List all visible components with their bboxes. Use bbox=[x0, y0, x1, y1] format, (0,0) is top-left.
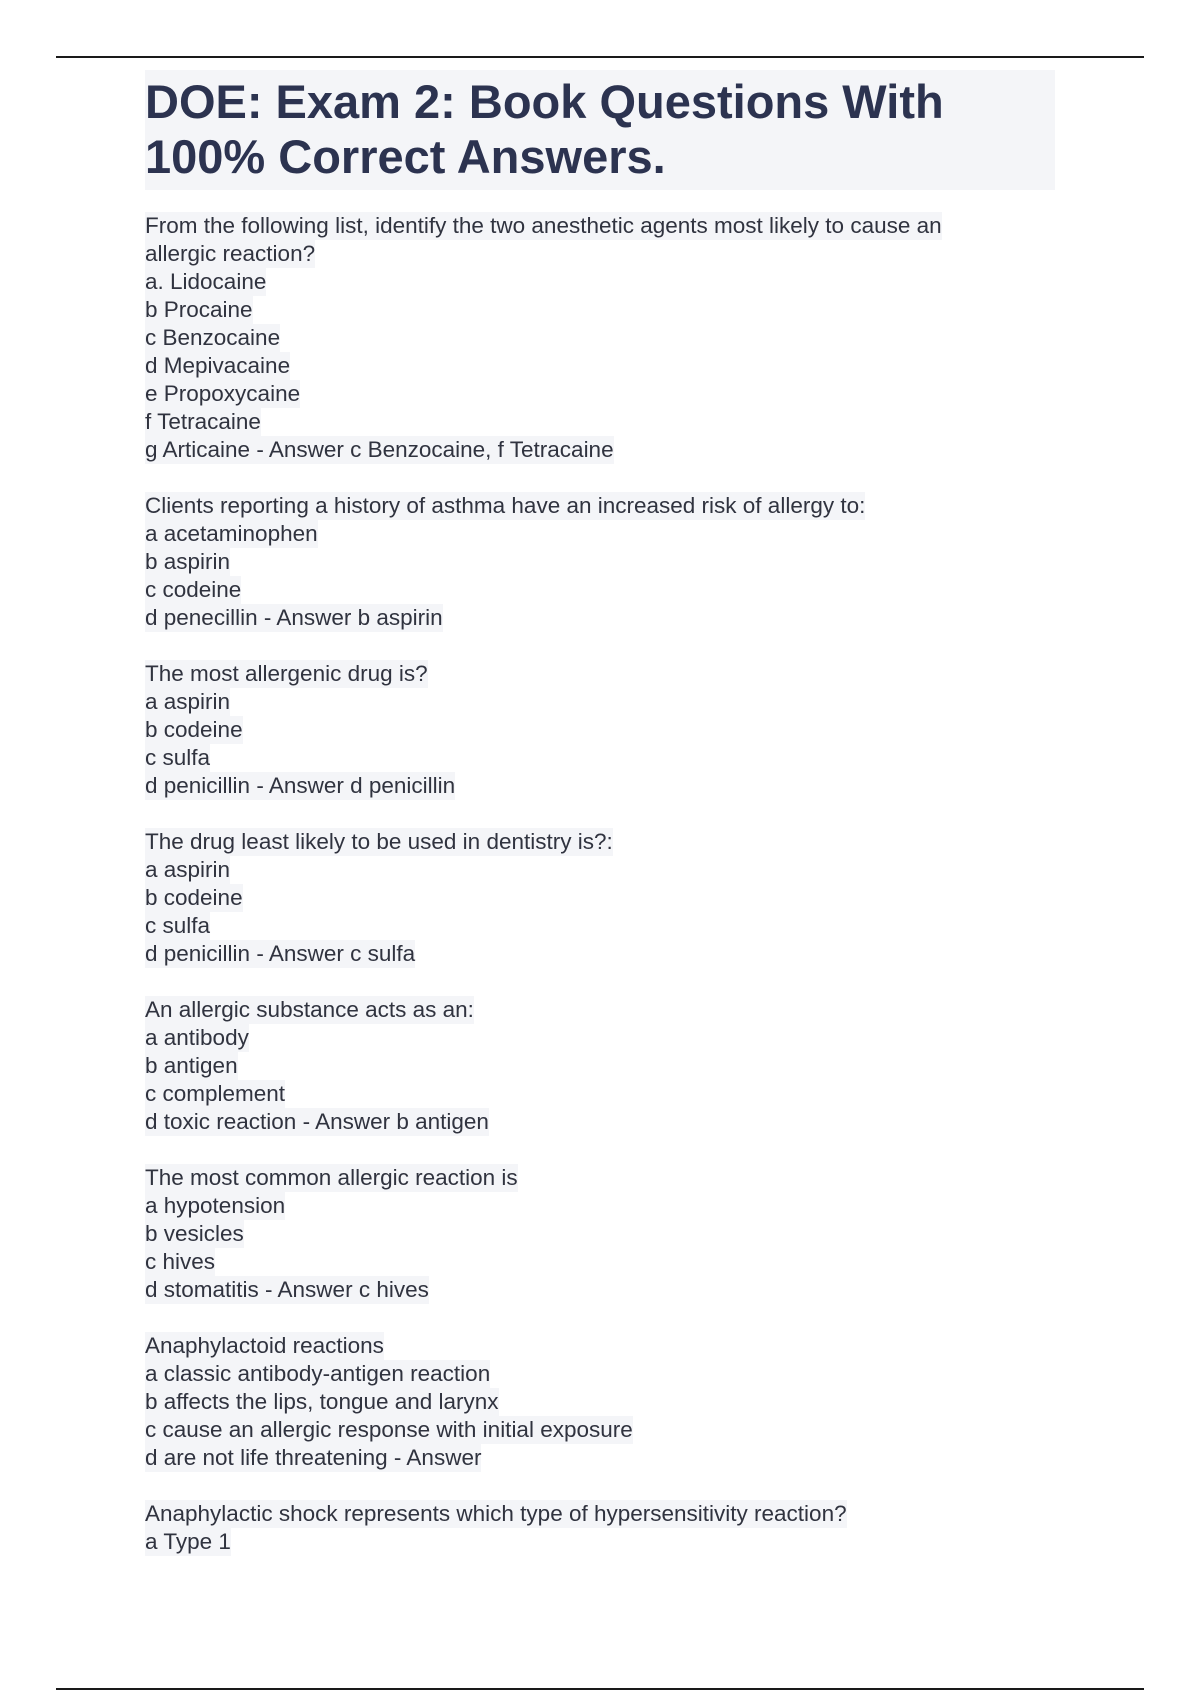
title-line-2: 100% Correct Answers. bbox=[145, 130, 666, 183]
answer-option: c cause an allergic response with initial exposure bbox=[145, 1417, 633, 1442]
document-page bbox=[145, 70, 1055, 1584]
question-block bbox=[145, 996, 1055, 1136]
answer-option: d stomatitis - Answer c hives bbox=[145, 1277, 429, 1302]
answer-option: b vesicles bbox=[145, 1221, 244, 1246]
answer-option: c hives bbox=[145, 1249, 216, 1274]
answer-option: c sulfa bbox=[145, 913, 211, 938]
top-rule bbox=[56, 56, 1144, 58]
answer-option: b antigen bbox=[145, 1053, 238, 1078]
question-text: An allergic substance acts as an: bbox=[145, 997, 474, 1022]
answer-option: d toxic reaction - Answer b antigen bbox=[145, 1109, 489, 1134]
title-block bbox=[145, 70, 1055, 190]
answer-option: d penicillin - Answer d penicillin bbox=[145, 773, 456, 798]
answer-option: d penicillin - Answer c sulfa bbox=[145, 941, 416, 966]
answer-option: a aspirin bbox=[145, 857, 231, 882]
question-text: Anaphylactoid reactions bbox=[145, 1333, 384, 1358]
answer-option: c codeine bbox=[145, 577, 242, 602]
answer-option: d Mepivacaine bbox=[145, 353, 291, 378]
answer-option: b Procaine bbox=[145, 297, 253, 322]
answer-option: allergic reaction? bbox=[145, 241, 316, 266]
answer-option: c Benzocaine bbox=[145, 325, 281, 350]
answer-option: c complement bbox=[145, 1081, 286, 1106]
question-block bbox=[145, 1164, 1055, 1304]
question-block bbox=[145, 660, 1055, 800]
answer-option: a. Lidocaine bbox=[145, 269, 267, 294]
answer-option: f Tetracaine bbox=[145, 409, 261, 434]
question-block bbox=[145, 828, 1055, 968]
answer-option: b codeine bbox=[145, 885, 243, 910]
question-block bbox=[145, 212, 1055, 464]
question-block bbox=[145, 1500, 1055, 1556]
question-text: The drug least likely to be used in dentistry is?: bbox=[145, 829, 613, 854]
question-text: From the following list, identify the two anesthetic agents most likely to cause an bbox=[145, 213, 942, 238]
document-title bbox=[145, 74, 1055, 184]
answer-option: d are not life threatening - Answer bbox=[145, 1445, 482, 1470]
answer-option: b aspirin bbox=[145, 549, 231, 574]
answer-option: a hypotension bbox=[145, 1193, 286, 1218]
title-line-1: DOE: Exam 2: Book Questions With bbox=[145, 75, 944, 128]
answer-option: a antibody bbox=[145, 1025, 249, 1050]
bottom-rule bbox=[56, 1688, 1144, 1690]
question-block bbox=[145, 492, 1055, 632]
question-text: Clients reporting a history of asthma have an increased risk of allergy to: bbox=[145, 493, 866, 518]
question-block bbox=[145, 1332, 1055, 1472]
answer-option: b affects the lips, tongue and larynx bbox=[145, 1389, 499, 1414]
answer-option: b codeine bbox=[145, 717, 243, 742]
answer-option: a Type 1 bbox=[145, 1529, 231, 1554]
answer-option: c sulfa bbox=[145, 745, 211, 770]
question-text: Anaphylactic shock represents which type of hypersensitivity reaction? bbox=[145, 1501, 847, 1526]
answer-option: e Propoxycaine bbox=[145, 381, 301, 406]
question-list bbox=[145, 212, 1055, 1556]
answer-option: a classic antibody-antigen reaction bbox=[145, 1361, 491, 1386]
answer-option: a acetaminophen bbox=[145, 521, 318, 546]
question-text: The most allergenic drug is? bbox=[145, 661, 428, 686]
answer-option: a aspirin bbox=[145, 689, 231, 714]
answer-option: g Articaine - Answer c Benzocaine, f Tetracaine bbox=[145, 437, 614, 462]
answer-option: d penecillin - Answer b aspirin bbox=[145, 605, 443, 630]
question-text: The most common allergic reaction is bbox=[145, 1165, 518, 1190]
